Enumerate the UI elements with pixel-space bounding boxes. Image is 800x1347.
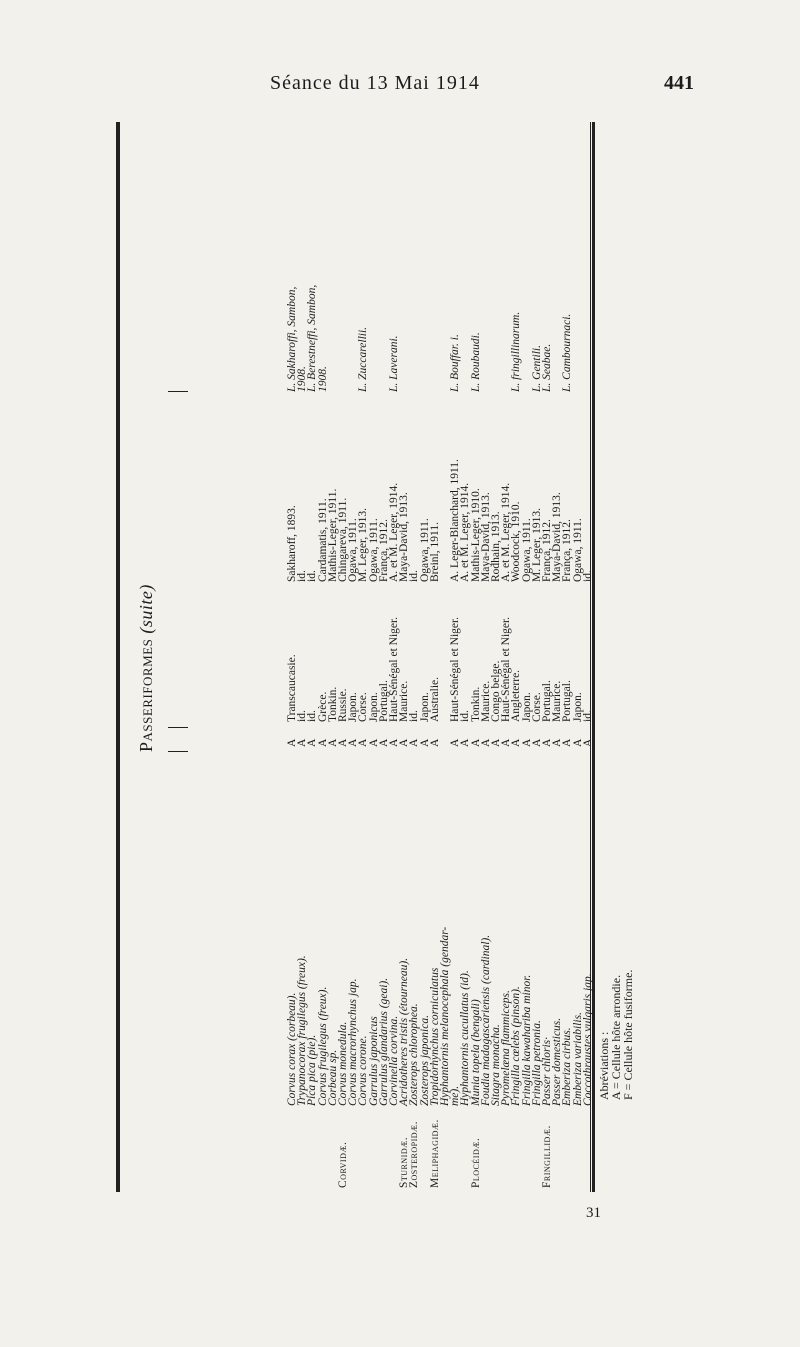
row-type: A bbox=[459, 738, 472, 747]
row-locality: Tonkin. bbox=[469, 686, 482, 722]
table-top-rule bbox=[116, 122, 120, 1192]
row-type: A bbox=[479, 738, 492, 747]
row-species: Trypanocorax frugilegus (freux). bbox=[296, 955, 309, 1106]
row-family: Zosteropidæ. bbox=[408, 1120, 421, 1188]
row-species: Pica pica (pie). bbox=[306, 1034, 319, 1106]
row-locality: id. bbox=[296, 710, 309, 722]
row-species: Emberiza variabilis. bbox=[571, 1012, 584, 1106]
row-species: Foudia madagascariensis (cardinal). bbox=[479, 934, 492, 1106]
row-author: Maya-David, 1913. bbox=[398, 492, 411, 582]
row-species: Corbeau sp. bbox=[326, 1049, 339, 1106]
row-parasite: L. Sakharoffi, Sambon, bbox=[286, 286, 298, 392]
row-parasite: L. Berestneffi, Sambon, bbox=[306, 284, 319, 392]
row-type: A bbox=[326, 738, 339, 747]
row-author: Ogawa, 1911. bbox=[347, 518, 360, 582]
row-type: A bbox=[286, 738, 298, 747]
row-species: Passer domesticus. bbox=[551, 1017, 564, 1106]
row-parasite: L. Roubaudi. bbox=[469, 332, 482, 392]
row-family: Corvidæ. bbox=[337, 1141, 349, 1188]
row-type: A bbox=[571, 738, 584, 747]
row-author: Ogawa, 1911. bbox=[418, 518, 431, 582]
row-parasite: L. Seabae. bbox=[541, 343, 553, 392]
row-locality: Japon. bbox=[367, 692, 380, 722]
row-locality: Russie. bbox=[337, 688, 349, 722]
row-author: Mathis-Leger, 1911. bbox=[326, 488, 339, 582]
row-family: Sturnidæ. bbox=[398, 1136, 411, 1188]
row-locality: id. bbox=[459, 710, 472, 722]
row-type: A bbox=[316, 738, 329, 747]
row-locality: Japon. bbox=[347, 692, 360, 722]
row-locality: Maurice. bbox=[479, 680, 492, 722]
row-author: id. bbox=[296, 570, 309, 582]
row-locality: Angleterre. bbox=[510, 669, 523, 722]
row-parasite: 1908. bbox=[316, 366, 329, 392]
row-parasite: L. fringillinarum. bbox=[510, 311, 523, 392]
row-family: Fringillidæ. bbox=[541, 1125, 553, 1188]
row-locality: Haut-Sénégal et Niger. bbox=[388, 616, 400, 722]
row-species: Corvus corone. bbox=[357, 1035, 370, 1106]
row-type: A bbox=[551, 738, 564, 747]
row-species: me). bbox=[449, 1085, 462, 1106]
row-author: Ogawa, 1911. bbox=[571, 518, 584, 582]
row-type: A bbox=[398, 738, 411, 747]
row-locality: Portugal. bbox=[561, 680, 574, 722]
row-type: A bbox=[357, 738, 370, 747]
row-type: A bbox=[296, 738, 309, 747]
row-locality: id. bbox=[306, 710, 319, 722]
row-author: M. Leger, 1913. bbox=[530, 508, 543, 582]
row-locality: Portugal. bbox=[377, 680, 390, 722]
row-type: A bbox=[377, 738, 390, 747]
row-species: Zosterops japonica. bbox=[418, 1015, 431, 1106]
row-author: Rodhain, 1913. bbox=[490, 511, 502, 582]
row-author: id. bbox=[306, 570, 319, 582]
row-author: A. et M. Leger, 1914. bbox=[459, 482, 472, 582]
table-caption bbox=[136, 584, 157, 752]
row-author: A. et M. Leger, 1914. bbox=[500, 482, 513, 582]
row-species: Passer chloris· bbox=[541, 1037, 553, 1106]
row-type: A bbox=[449, 738, 462, 747]
row-locality: Corse. bbox=[357, 692, 370, 722]
row-locality: Haut-Sénégal et Niger. bbox=[500, 616, 513, 722]
row-author: Maya-David, 1913. bbox=[551, 492, 564, 582]
row-type: A bbox=[388, 738, 400, 747]
row-locality: Transcaucasie. bbox=[286, 654, 298, 722]
row-type: A bbox=[347, 738, 360, 747]
row-locality: Haut-Sénégal et Niger. bbox=[449, 616, 462, 722]
row-species: Pyromelæna flammiceps. bbox=[500, 990, 513, 1106]
row-author: França, 1912. bbox=[377, 519, 390, 582]
row-locality: Portugal. bbox=[541, 680, 553, 722]
row-species: Fringilla petronia. bbox=[530, 1020, 543, 1106]
row-species: Corvus corax (corbeau). bbox=[286, 992, 298, 1106]
row-parasite: L. Cambournaci. bbox=[561, 313, 574, 392]
column-rule bbox=[168, 727, 188, 728]
row-author: Chingareva, 1911. bbox=[337, 497, 349, 582]
row-type: A bbox=[541, 738, 553, 747]
signature-mark: 31 bbox=[586, 1205, 601, 1221]
row-author: França, 1912. bbox=[541, 519, 553, 582]
row-author: Cardamatis, 1911. bbox=[316, 498, 329, 582]
row-type: A bbox=[510, 738, 523, 747]
caption-prefix: Passeriformes bbox=[136, 638, 156, 752]
caption-suffix: (suite) bbox=[136, 584, 156, 634]
row-author: Mathis-Leger, 1910. bbox=[469, 488, 482, 582]
row-author: Breinl, 1911. bbox=[428, 522, 441, 582]
row-parasite: L. Gentili. bbox=[530, 345, 543, 392]
row-species: Corvus frugilegus (freux). bbox=[316, 986, 329, 1106]
row-locality: id. bbox=[408, 710, 421, 722]
row-type: A bbox=[418, 738, 431, 747]
row-author: Maya-David, 1913. bbox=[479, 492, 492, 582]
row-author: A. et M. Leger, 1914. bbox=[388, 482, 400, 582]
abbr-a: A = Cellule hôte arrondie. bbox=[609, 974, 623, 1100]
row-author: A. Leger-Blanchard, 1911. bbox=[449, 459, 462, 582]
column-rule bbox=[168, 391, 188, 392]
row-species: Munia topela (bengali) bbox=[469, 999, 482, 1106]
row-species: Acridotheres tristis (étourneau). bbox=[398, 957, 411, 1106]
row-type: A bbox=[408, 738, 421, 747]
row-type: A bbox=[337, 738, 349, 747]
row-species: Fringilla cœlebs (pinson). bbox=[510, 986, 523, 1106]
row-parasite: L. Bouffar. i. bbox=[449, 334, 462, 392]
row-locality: Grèce. bbox=[316, 691, 329, 722]
row-species: Corvus monedula. bbox=[337, 1021, 349, 1106]
row-locality: Congo belge. bbox=[490, 660, 502, 722]
row-locality: id. bbox=[581, 710, 594, 722]
abbr-f: F = Cellule hôte fusiforme. bbox=[621, 969, 635, 1100]
row-species: Coccothraustes vulgaris jap. bbox=[581, 973, 594, 1106]
row-type: A bbox=[367, 738, 380, 747]
row-locality: Japon. bbox=[418, 692, 431, 722]
row-family: Meliphagidæ. bbox=[428, 1119, 441, 1188]
row-author: Ogawa, 1911. bbox=[367, 518, 380, 582]
row-type: A bbox=[469, 738, 482, 747]
row-species: Hyphantornis cucullatus (id). bbox=[459, 970, 472, 1106]
row-species: Hyphantornis melanocephala (gendar- bbox=[439, 926, 451, 1106]
row-type: A bbox=[520, 738, 533, 747]
row-species: Corvinella corvina. bbox=[388, 1015, 400, 1106]
row-author: id. bbox=[408, 570, 421, 582]
row-type: A bbox=[530, 738, 543, 747]
row-author: França, 1912. bbox=[561, 519, 574, 582]
page-number: 441 bbox=[664, 72, 694, 94]
row-species: Corvus macrorhynchus jap. bbox=[347, 978, 360, 1106]
column-rule bbox=[168, 751, 188, 752]
row-author: id. bbox=[581, 570, 594, 582]
row-species: Tropidorhynchus corniculatus bbox=[428, 967, 441, 1106]
row-family: Plocéidæ. bbox=[469, 1137, 482, 1188]
row-parasite: 1908. bbox=[296, 366, 309, 392]
row-species: Emberiza cirbus. bbox=[561, 1027, 574, 1106]
row-author: M. Leger, 1913. bbox=[357, 508, 370, 582]
row-parasite: L. Laverani. bbox=[388, 335, 400, 392]
row-type: A bbox=[490, 738, 502, 747]
row-locality: Maurice. bbox=[398, 680, 411, 722]
row-locality: Japon. bbox=[571, 692, 584, 722]
rotated-table bbox=[116, 122, 635, 1192]
row-locality: Tonkin. bbox=[326, 686, 339, 722]
row-type: A bbox=[428, 738, 441, 747]
running-header bbox=[0, 72, 800, 102]
row-species: Fringilla kawahariba minor. bbox=[520, 974, 533, 1106]
row-species: Zosterops chlorophea. bbox=[408, 1003, 421, 1106]
row-type: A bbox=[500, 738, 513, 747]
row-species: Garrulus japonicus bbox=[367, 1016, 380, 1106]
row-type: A bbox=[581, 738, 594, 747]
row-locality: Japon. bbox=[520, 692, 533, 722]
row-parasite: L. Zuccarellii. bbox=[357, 326, 370, 392]
row-locality: Maurice. bbox=[551, 680, 564, 722]
row-type: A bbox=[306, 738, 319, 747]
abbr-heading: Abréviations : bbox=[597, 1031, 611, 1100]
row-type: A bbox=[561, 738, 574, 747]
row-author: Ogawa, 1911. bbox=[520, 518, 533, 582]
row-locality: Australie. bbox=[428, 676, 441, 722]
row-species: Sitagra monacha. bbox=[490, 1024, 502, 1106]
row-species: Garrulus glandarius (geai). bbox=[377, 977, 390, 1106]
header-title: Séance du 13 Mai 1914 bbox=[270, 72, 480, 94]
row-author: Sakharoff, 1893. bbox=[286, 505, 298, 582]
row-author: Woodcock, 1910. bbox=[510, 501, 523, 582]
row-locality: Corse. bbox=[530, 692, 543, 722]
